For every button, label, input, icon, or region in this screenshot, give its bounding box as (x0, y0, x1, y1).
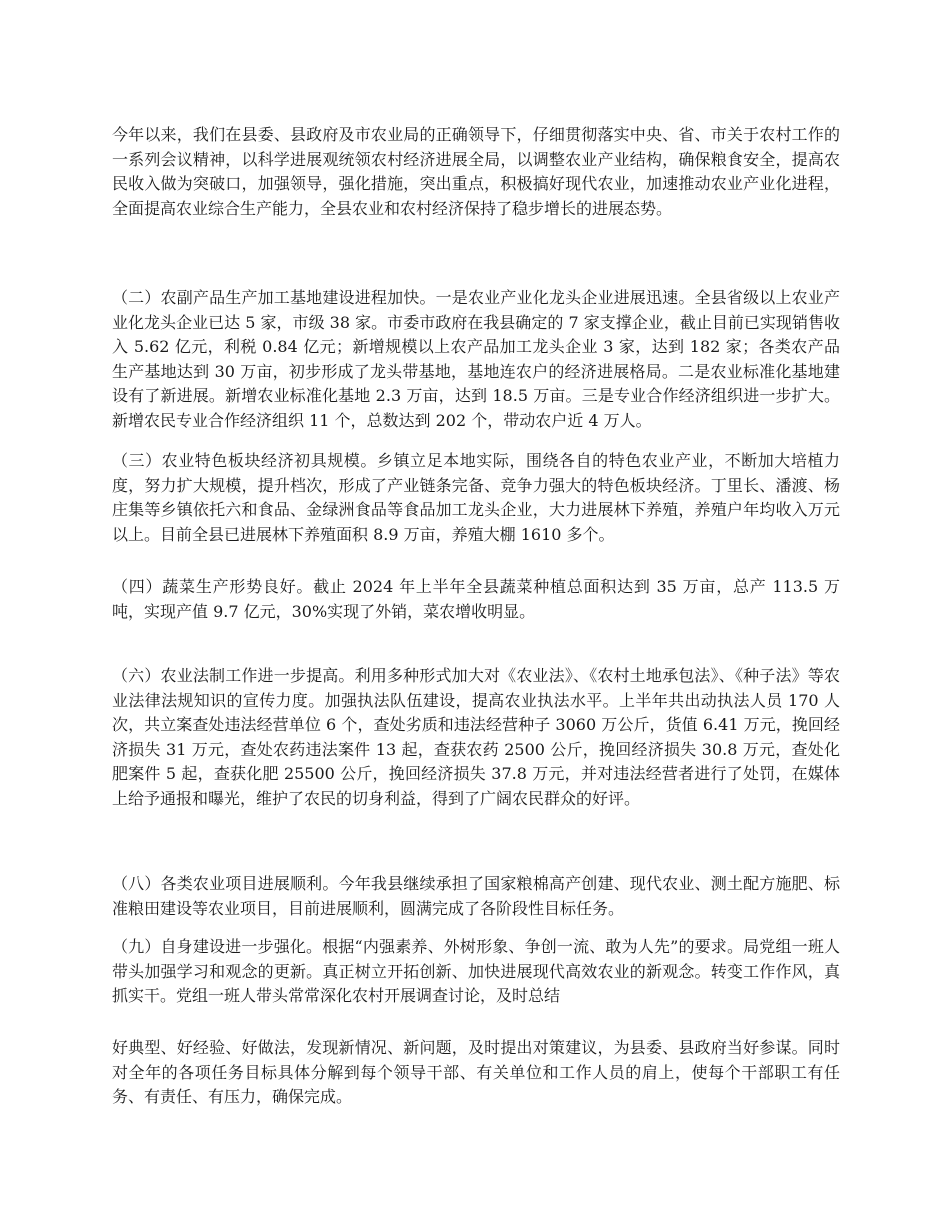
paragraph-section-6: （六）农业法制工作进一步提高。利用多种形式加大对《农业法》、《农村土地承包法》、《种子法》等农业法律法规知识的宣传力度。加强执法队伍建设，提高农业执法水平。上半年共出动执法人员 170 人次，共立案查处违法经营单位 6 个，查处劣质和违法经营种子 3060 万公斤，货值 6.41 万元，挽回经济损失 31 万元，查处农药违法案件 13 起，查获农药 2500 公斤，挽回经济损失 30.8 万元，查处化肥案件 5 起，查获化肥 25500 公斤，挽回经济损失 37.8 万元，并对违法经营者进行了处罚，在媒体上给予通报和曝光，维护了农民的切身利益，得到了广阔农民群众的好评。 (112, 666, 840, 808)
paragraph-section-2: （二）农副产品生产加工基地建设进程加快。一是农业产业化龙头企业进展迅速。全县省级以上农业产业化龙头企业已达 5 家，市级 38 家。市委市政府在我县确定的 7 家支撑企业，截止目前已实现销售收入 5.62 亿元，利税 0.84 亿元；新增规模以上农产品加工龙头企业 3 家，达到 182 家；各类农产品生产基地达到 30 万亩，初步形成了龙头带基地，基地连农户的经济进展格局。二是农业标准化基地建设有了新进展。新增农业标准化基地 2.3 万亩，达到 18.5 万亩。三是专业合作经济组织进一步扩大。新增农民专业合作经济组织 11 个，总数达到 202 个，带动农户近 4 万人。 (112, 288, 840, 430)
paragraph-intro: 今年以来，我们在县委、县政府及市农业局的正确领导下，仔细贯彻落实中央、省、市关于农村工作的一系列会议精神，以科学进展观统领农村经济进展全局，以调整农业产业结构，确保粮食安全，提高农民收入做为突破口，加强领导，强化措施，突出重点，积极搞好现代农业，加速推动农业产业化进程，全面提高农业综合生产能力，全县农业和农村经济保持了稳步增长的进展态势。 (112, 125, 840, 218)
paragraph-section-9: （九）自身建设进一步强化。根据“内强素养、外树形象、争创一流、敢为人先”的要求。局党组一班人带头加强学习和观念的更新。真正树立开拓创新、加快进展现代高效农业的新观念。转变工作作风，真抓实干。党组一班人带头常常深化农村开展调查讨论，及时总结 (112, 937, 840, 1006)
paragraph-section-8: （八）各类农业项目进展顺利。今年我县继续承担了国家粮棉高产创建、现代农业、测土配方施肥、标准粮田建设等农业项目，目前进展顺利，圆满完成了各阶段性目标任务。 (112, 874, 840, 918)
paragraph-section-4: （四）蔬菜生产形势良好。截止 2024 年上半年全县蔬菜种植总面积达到 35 万亩，总产 113.5 万吨，实现产值 9.7 亿元，30%实现了外销，菜农增收明显。 (112, 577, 840, 621)
paragraph-section-3: （三）农业特色板块经济初具规模。乡镇立足本地实际，围绕各自的特色农业产业，不断加大培植力度，努力扩大规模，提升档次，形成了产业链条完备、竞争力强大的特色板块经济。丁里长、潘渡、杨庄集等乡镇依托六和食品、金绿洲食品等食品加工龙头企业，大力进展林下养殖，养殖户年均收入万元以上。目前全县已进展林下养殖面积 8.9 万亩，养殖大棚 1610 多个。 (112, 451, 840, 544)
paragraph-section-9-continued: 好典型、好经验、好做法，发现新情况、新问题，及时提出对策建议，为县委、县政府当好参谋。同时对全年的各项任务目标具体分解到每个领导干部、有关单位和工作人员的肩上，使每个干部职工有任务、有责任、有压力，确保完成。 (112, 1038, 840, 1107)
